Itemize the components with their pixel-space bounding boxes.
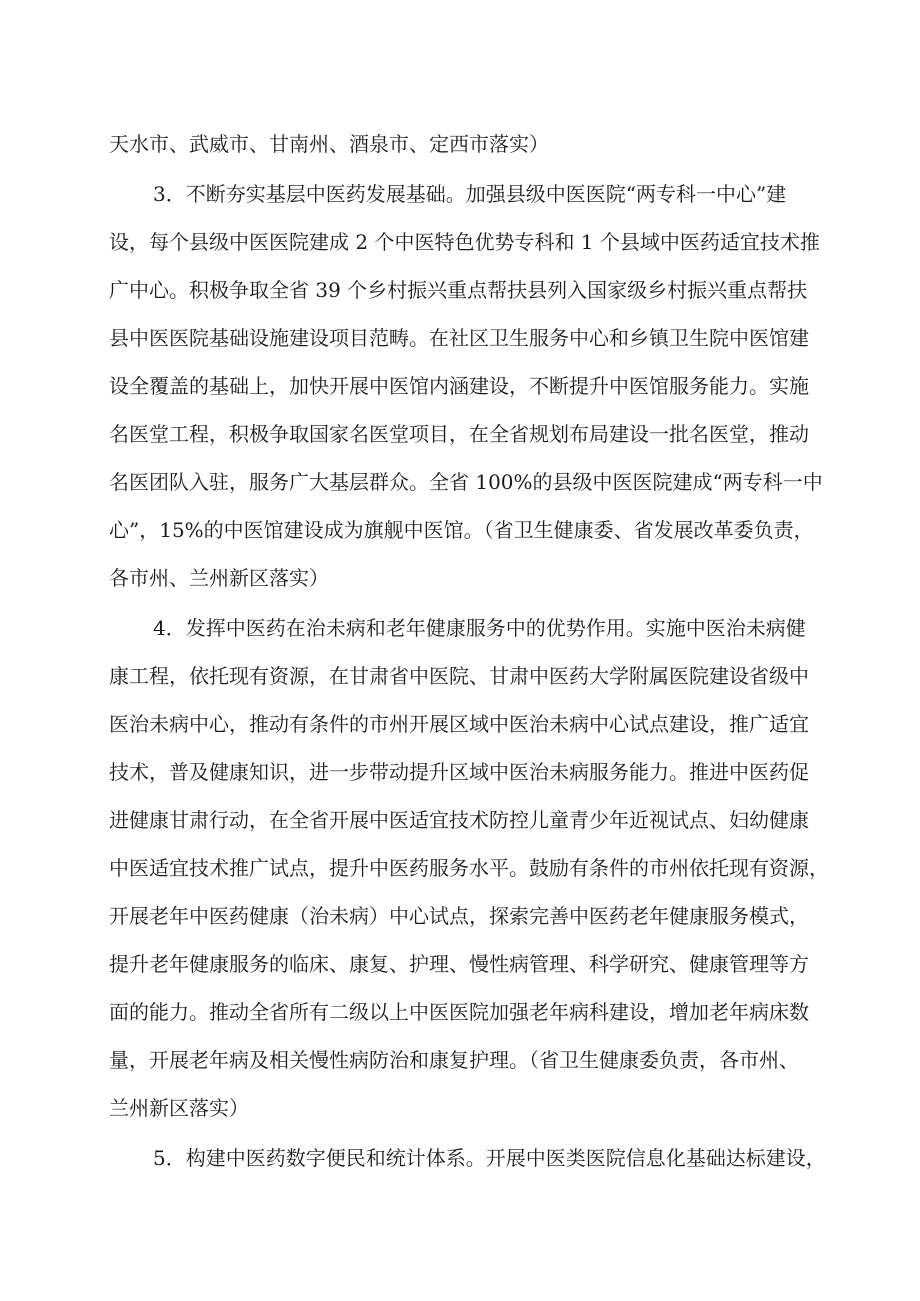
text-line: 技术，普及健康知识，进一步带动提升区域中医治未病服务能力。推进中医药促 bbox=[109, 760, 809, 784]
text-line: 中医适宜技术推广试点，提升中医药服务水平。鼓励有条件的市州依托现有资源， bbox=[109, 856, 829, 880]
text-line: 兰州新区落实） bbox=[109, 1096, 249, 1120]
text-line: 县中医医院基础设施建设项目范畴。在社区卫生服务中心和乡镇卫生院中医馆建 bbox=[109, 326, 809, 350]
text-line: 天水市、武威市、甘南州、酒泉市、定西市落实） bbox=[109, 132, 549, 156]
text-line: 广中心。积极争取全省 39 个乡村振兴重点帮扶县列入国家级乡村振兴重点帮扶 bbox=[109, 278, 808, 302]
text-line: 提升老年健康服务的临床、康复、护理、慢性病管理、科学研究、健康管理等方 bbox=[109, 952, 809, 976]
text-line: 设全覆盖的基础上，加快开展中医馆内涵建设，不断提升中医馆服务能力。实施 bbox=[109, 374, 809, 398]
text-line: 设，每个县级中医医院建成 2 个中医特色优势专科和 1 个县域中医药适宜技术推 bbox=[109, 230, 820, 254]
text-line: 5．构建中医药数字便民和统计体系。开展中医类医院信息化基础达标建设， bbox=[153, 1146, 826, 1170]
text-line: 开展老年中医药健康（治未病）中心试点，探索完善中医药老年健康服务模式， bbox=[109, 904, 809, 928]
text-line: 各市州、兰州新区落实） bbox=[109, 566, 329, 590]
text-line: 名医堂工程，积极争取国家名医堂项目，在全省规划布局建设一批名医堂，推动 bbox=[109, 422, 809, 446]
text-line: 3．不断夯实基层中医药发展基础。加强县级中医医院“两专科一中心”建 bbox=[153, 182, 787, 206]
text-line: 4．发挥中医药在治未病和老年健康服务中的优势作用。实施中医治未病健 bbox=[153, 616, 806, 640]
text-line: 面的能力。推动全省所有二级以上中医医院加强老年病科建设，增加老年病床数 bbox=[109, 1000, 809, 1024]
text-line: 心”，15%的中医馆建设成为旗舰中医馆。（省卫生健康委、省发展改革委负责， bbox=[109, 518, 814, 542]
text-line: 进健康甘肃行动，在全省开展中医适宜技术防控儿童青少年近视试点、妇幼健康 bbox=[109, 808, 809, 832]
text-line: 康工程，依托现有资源，在甘肃省中医院、甘肃中医药大学附属医院建设省级中 bbox=[109, 664, 809, 688]
text-line: 量，开展老年病及相关慢性病防治和康复护理。（省卫生健康委负责，各市州、 bbox=[109, 1048, 799, 1072]
text-line: 名医团队入驻，服务广大基层群众。全省 100%的县级中医医院建成“两专科一中 bbox=[109, 470, 823, 494]
text-line: 医治未病中心，推动有条件的市州开展区域中医治未病中心试点建设，推广适宜 bbox=[109, 712, 809, 736]
